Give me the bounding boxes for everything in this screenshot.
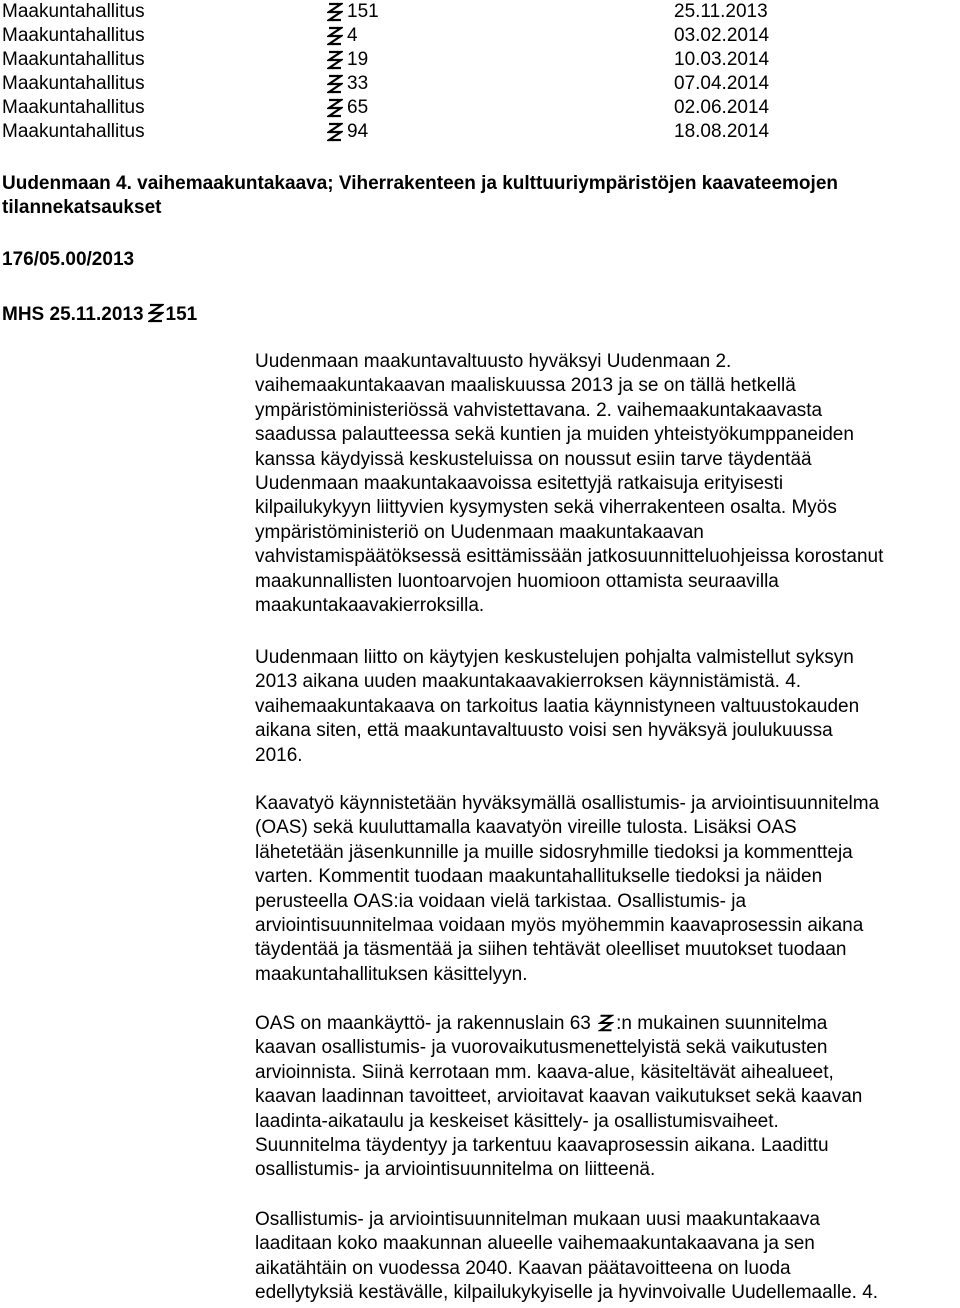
- meeting-label: MHS 25.11.2013: [2, 304, 144, 325]
- text-line: maakuntakaavakierroksilla.: [255, 594, 485, 616]
- text-line: kaavan osallistumis- ja vuorovaikutusmenettelyistä sekä vaikutusten: [255, 1037, 828, 1059]
- body-paragraph: [255, 1208, 960, 1306]
- decision-date: 03.02.2014: [674, 25, 770, 46]
- text-line: Suunnitelma täydentyy ja tarkentuu kaavaprosessin aikana. Laadittu: [255, 1134, 829, 1156]
- text-line: ympäristöministeriö on Uudenmaan maakuntakaavan: [255, 521, 704, 543]
- decision-body: Maakuntahallitus: [2, 97, 145, 118]
- decision-body: Maakuntahallitus: [2, 73, 145, 94]
- section-sign-icon: [327, 72, 343, 96]
- decision-date: 10.03.2014: [674, 49, 770, 70]
- decision-body: Maakuntahallitus: [2, 49, 145, 70]
- text-fragment: OAS on maankäyttö- ja rakennuslain 63: [255, 1013, 597, 1034]
- text-line: maakuntahallituksen käsittelyyn.: [255, 963, 528, 985]
- text-line: edellytyksiä kestävälle, kilpailukykyiselle ja hyvinvoivalle Uudellemaalle. 4.: [255, 1282, 879, 1304]
- decision-number: 33: [347, 73, 369, 94]
- decision-number: 151: [347, 1, 379, 22]
- text-line: osallistumis- ja arviointisuunnitelma on liitteenä.: [255, 1159, 656, 1181]
- body-paragraph: [255, 646, 960, 768]
- text-line: kanssa käydyissä keskusteluissa on noussut esiin tarve täydentää: [255, 448, 812, 470]
- text-line: ympäristöministeriössä vahvistettavana. 2. vaihemaakuntakaavasta: [255, 399, 823, 421]
- text-line: vaihemaakuntakaavan maaliskuussa 2013 ja se on tällä hetkellä: [255, 375, 796, 397]
- text-line: Kaavatyö käynnistetään hyväksymällä osallistumis- ja arviointisuunnitelma: [255, 793, 880, 814]
- document-title: Uudenmaan 4. vaihemaakuntakaava; Viherrakenteen ja kulttuuriympäristöjen kaavateemojen tilannekatsaukset: [2, 173, 838, 218]
- text-line: 2016.: [255, 744, 303, 766]
- decision-body: Maakuntahallitus: [2, 121, 145, 142]
- text-line: perusteella OAS:ia voidaan vielä tarkistaa. Osallistumis- ja: [255, 890, 747, 912]
- meeting-reference: [2, 302, 197, 327]
- reference-number: 176/05.00/2013: [2, 249, 135, 270]
- text-line: Osallistumis- ja arviointisuunnitelman mukaan uusi maakuntakaava: [255, 1209, 820, 1230]
- decision-number: 19: [347, 49, 369, 70]
- section-sign-icon: [327, 24, 343, 48]
- decision-body: Maakuntahallitus: [2, 25, 145, 46]
- text-line: lähetetään jäsenkunnille ja muille sidosryhmille tiedoksi ja kommentteja: [255, 841, 853, 863]
- decision-date: 02.06.2014: [674, 97, 770, 118]
- text-fragment: :n mukainen suunnitelma: [616, 1013, 828, 1034]
- section-sign-icon: [148, 302, 164, 324]
- text-line: vahvistamispäätöksessä esittämissään jatkosuunnitteluohjeissa korostanut: [255, 546, 884, 568]
- decision-number: 65: [347, 97, 369, 118]
- text-line: Uudenmaan liitto on käytyjen keskustelujen pohjalta valmistellut syksyn: [255, 647, 854, 668]
- section-sign-icon: [598, 1013, 614, 1033]
- decision-body: Maakuntahallitus: [2, 1, 145, 22]
- text-line: maakunnallisten luontoarvojen huomioon ottamista seuraavilla: [255, 570, 779, 592]
- text-line: kilpailukykyyn liittyvien kysymysten sekä viherrakenteen osalta. Myös: [255, 497, 837, 519]
- text-line: vaihemaakuntakaava on tarkoitus laatia käynnistyneen valtuustokauden: [255, 695, 860, 717]
- text-line: arviointisuunnitelmaa voidaan myös myöhemmin kaavaprosessin aikana: [255, 914, 864, 936]
- body-paragraph: [255, 1012, 960, 1183]
- text-line: aikatähtäin on vuodessa 2040. Kaavan päätavoitteena on luoda: [255, 1257, 791, 1279]
- text-line: Uudenmaan maakuntakaavoissa esitettyjä ratkaisuja erityisesti: [255, 472, 784, 494]
- section-sign-icon: [327, 0, 343, 24]
- text-line: täydentää ja täsmentää ja siihen tehtävät oleelliset muutokset tuodaan: [255, 939, 847, 961]
- meeting-number: 151: [165, 304, 198, 325]
- text-line: 2013 aikana uuden maakuntakaavakierroksen käynnistämistä. 4.: [255, 671, 802, 693]
- decision-number: 4: [347, 25, 358, 46]
- text-line: laaditaan koko maakunnan alueelle vaihemaakuntakaavana ja sen: [255, 1233, 815, 1255]
- decision-date: 18.08.2014: [674, 121, 770, 142]
- decision-date: 07.04.2014: [674, 73, 770, 94]
- section-sign-icon: [327, 96, 343, 120]
- decision-number: 94: [347, 121, 369, 142]
- section-sign-icon: [327, 48, 343, 72]
- body-paragraph: [255, 350, 960, 618]
- text-line: arvioinnista. Siinä kerrotaan mm. kaava-alue, käsiteltävät aihealueet,: [255, 1061, 834, 1083]
- text-line: (OAS) sekä kuuluttamalla kaavatyön vireille tulosta. Lisäksi OAS: [255, 817, 797, 839]
- decision-date: 25.11.2013: [674, 1, 768, 22]
- text-line: varten. Kommentit tuodaan maakuntahallitukselle tiedoksi ja näiden: [255, 866, 823, 888]
- text-line: Uudenmaan maakuntavaltuusto hyväksyi Uudenmaan 2.: [255, 351, 732, 372]
- body-paragraph: [255, 792, 960, 987]
- text-line: [255, 1012, 960, 1036]
- text-line: laadinta-aikataulu ja keskeiset käsittely- ja osallistumisvaiheet.: [255, 1110, 779, 1132]
- section-sign-icon: [327, 120, 343, 144]
- text-line: aikana siten, että maakuntavaltuusto voisi sen hyväksyä joulukuussa: [255, 720, 833, 742]
- text-line: kaavan laadinnan tavoitteet, arvioitavat kaavan vaikutukset sekä kaavan: [255, 1086, 863, 1108]
- text-line: saadussa palautteessa sekä kuntien ja muiden yhteistyökumppaneiden: [255, 424, 854, 446]
